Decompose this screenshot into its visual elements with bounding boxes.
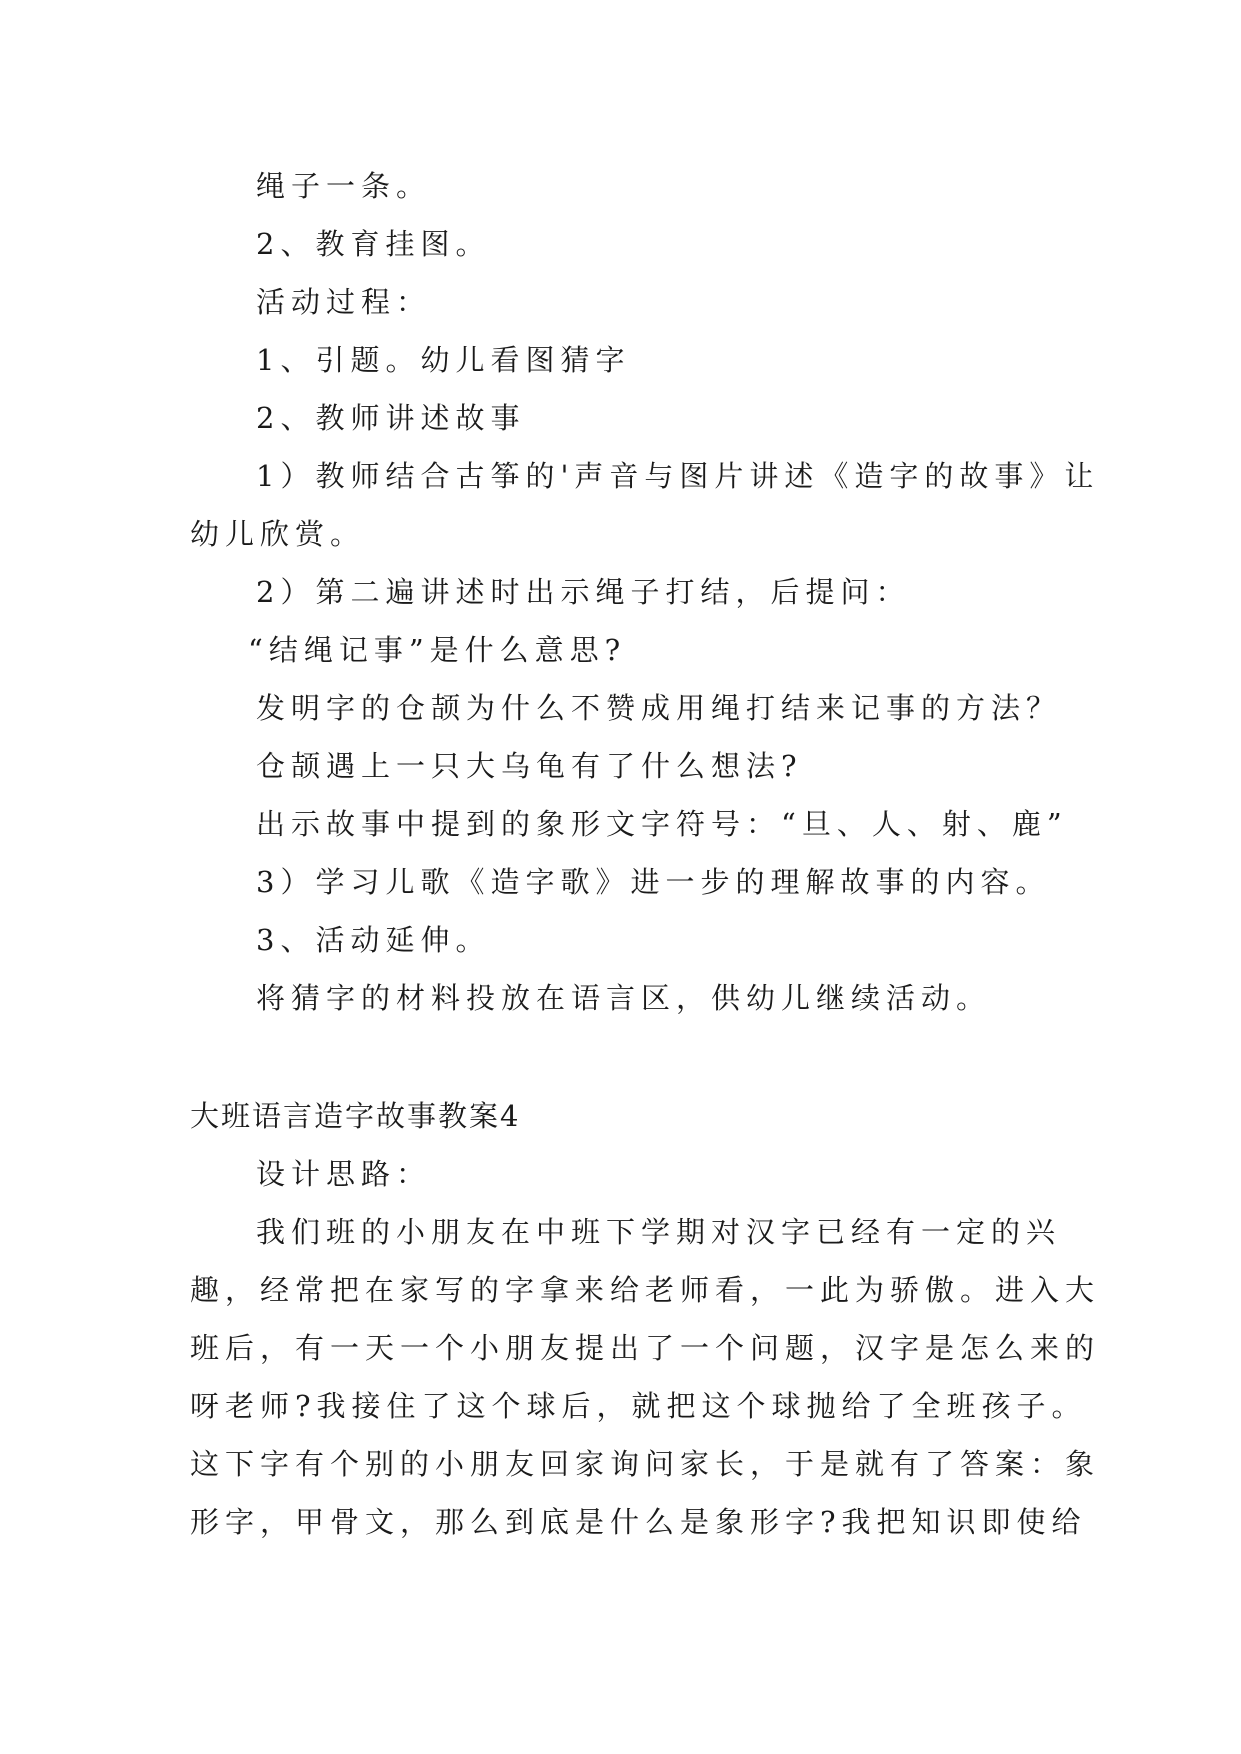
text-line: 绳子一条。 xyxy=(256,169,432,203)
text-line: 将猜字的材料投放在语言区，供幼儿继续活动。 xyxy=(256,981,992,1015)
section-heading: 大班语言造字故事教案4 xyxy=(190,1099,521,1133)
text-line: 1、引题。幼儿看图猜字 xyxy=(256,343,631,377)
text-line: 2、教育挂图。 xyxy=(256,227,491,261)
paragraph-line: 趣，经常把在家写的字拿来给老师看，一此为骄傲。进入大 xyxy=(190,1273,1101,1307)
paragraph-line: 我们班的小朋友在中班下学期对汉字已经有一定的兴 xyxy=(256,1215,1062,1249)
text-line: 仓颉遇上一只大乌龟有了什么想法? xyxy=(256,749,803,783)
paragraph-line: 形字，甲骨文，那么到底是什么是象形字?我把知识即使给 xyxy=(190,1505,1087,1539)
text-line: 2、教师讲述故事 xyxy=(256,401,526,435)
paragraph-line: 班后，有一天一个小朋友提出了一个问题，汉字是怎么来的 xyxy=(190,1331,1101,1365)
text-line: “结绳记事”是什么意思? xyxy=(248,633,627,667)
section-subheading: 设计思路： xyxy=(256,1157,432,1191)
text-line: 2）第二遍讲述时出示绳子打结，后提问： xyxy=(256,575,911,609)
paragraph-line: 呀老师?我接住了这个球后，就把这个球抛给了全班孩子。 xyxy=(190,1389,1087,1423)
text-line: 3、活动延伸。 xyxy=(256,923,491,957)
text-line: 活动过程： xyxy=(256,285,432,319)
text-line: 出示故事中提到的象形文字符号：“旦、人、射、鹿” xyxy=(256,807,1068,841)
text-line: 发明字的仓颉为什么不赞成用绳打结来记事的方法？ xyxy=(256,691,1062,725)
text-line: 3）学习儿歌《造字歌》进一步的理解故事的内容。 xyxy=(256,865,1051,899)
text-line: 1）教师结合古筝的'声音与图片讲述《造字的故事》让 xyxy=(256,459,1100,493)
text-line: 幼儿欣赏。 xyxy=(190,517,366,551)
paragraph-line: 这下字有个别的小朋友回家询问家长，于是就有了答案：象 xyxy=(190,1447,1101,1481)
